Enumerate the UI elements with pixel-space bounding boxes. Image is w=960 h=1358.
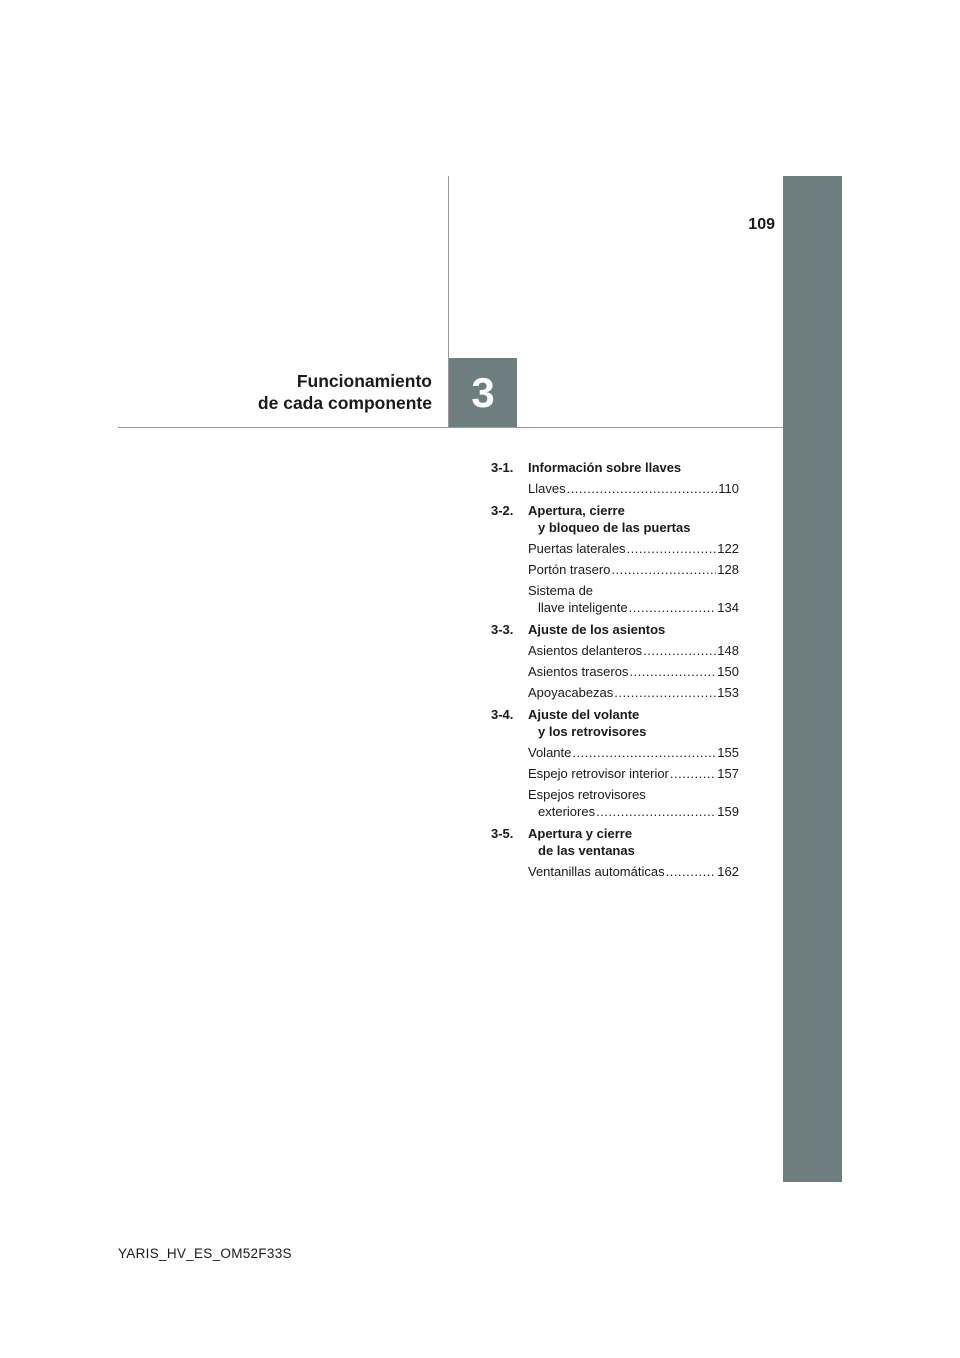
section-number: 3-2. bbox=[491, 503, 514, 518]
entry-row bbox=[528, 863, 739, 880]
entry-label: Asientos traseros bbox=[528, 664, 629, 679]
entry-row bbox=[528, 480, 739, 497]
entry-row bbox=[528, 765, 739, 782]
entry-label: Portón trasero bbox=[528, 562, 611, 577]
toc-entry[interactable] bbox=[491, 582, 739, 616]
entry-page-number: 122 bbox=[717, 541, 739, 556]
entry-page-number: 159 bbox=[717, 804, 739, 819]
leader-dots bbox=[614, 684, 716, 701]
entry-label: Asientos delanteros bbox=[528, 643, 643, 658]
section-title: Información sobre llaves bbox=[528, 460, 682, 475]
chapter-side-band bbox=[783, 176, 842, 1182]
table-of-contents bbox=[491, 459, 739, 880]
entry-title-line: Espejos retrovisores bbox=[528, 787, 646, 802]
leader-dots bbox=[627, 540, 717, 557]
toc-entry[interactable] bbox=[491, 765, 739, 782]
toc-entry[interactable] bbox=[491, 480, 739, 497]
leader-dots bbox=[611, 561, 716, 578]
entry-row bbox=[528, 744, 739, 761]
entry-label: Apoyacabezas bbox=[528, 685, 614, 700]
section-title: de las ventanas bbox=[538, 843, 635, 858]
leader-dots bbox=[596, 803, 716, 820]
toc-entry[interactable] bbox=[491, 561, 739, 578]
entry-page-number: 128 bbox=[717, 562, 739, 577]
entry-page-number: 148 bbox=[717, 643, 739, 658]
chapter-number-box bbox=[449, 358, 517, 427]
section-title: y bloqueo de las puertas bbox=[538, 520, 691, 535]
section-title: Apertura y cierre bbox=[528, 826, 633, 841]
entry-label: Llaves bbox=[528, 481, 566, 496]
chapter-title-line2: de cada componente bbox=[257, 393, 432, 413]
entry-page-number: 150 bbox=[717, 664, 739, 679]
entry-row bbox=[528, 803, 739, 820]
section-title: Ajuste de los asientos bbox=[528, 622, 666, 637]
toc-entry[interactable] bbox=[491, 744, 739, 761]
entry-page-number: 153 bbox=[717, 685, 739, 700]
document-code: YARIS_HV_ES_OM52F33S bbox=[118, 1246, 292, 1261]
leader-dots bbox=[567, 480, 718, 497]
leader-dots bbox=[629, 599, 717, 616]
section-number: 3-5. bbox=[491, 826, 514, 841]
entry-row bbox=[528, 642, 739, 659]
section-number: 3-3. bbox=[491, 622, 514, 637]
toc-section bbox=[491, 706, 739, 740]
entry-row bbox=[528, 561, 739, 578]
toc-entry[interactable] bbox=[491, 786, 739, 820]
entry-row bbox=[528, 540, 739, 557]
entry-label: Ventanillas automáticas bbox=[528, 864, 665, 879]
entry-page-number: 134 bbox=[717, 600, 739, 615]
toc-section bbox=[491, 621, 739, 638]
leader-dots bbox=[629, 663, 716, 680]
entry-label: Puertas laterales bbox=[528, 541, 626, 556]
entry-page-number: 162 bbox=[717, 864, 739, 879]
chapter-title-line1: Funcionamiento bbox=[296, 371, 432, 391]
section-number: 3-1. bbox=[491, 460, 514, 475]
entry-label: exteriores bbox=[538, 804, 596, 819]
section-title: y los retrovisores bbox=[538, 724, 647, 739]
toc-section bbox=[491, 825, 739, 859]
entry-row bbox=[528, 684, 739, 701]
entry-page-number: 110 bbox=[718, 481, 739, 496]
leader-dots bbox=[572, 744, 716, 761]
page-number: 109 bbox=[748, 216, 775, 233]
entry-title-line: Sistema de bbox=[528, 583, 594, 598]
leader-dots bbox=[643, 642, 716, 659]
toc-entry[interactable] bbox=[491, 663, 739, 680]
chapter-number: 3 bbox=[471, 368, 495, 416]
section-title: Apertura, cierre bbox=[528, 503, 625, 518]
leader-dots bbox=[670, 765, 716, 782]
entry-label: llave inteligente bbox=[538, 600, 628, 615]
toc-entry[interactable] bbox=[491, 684, 739, 701]
entry-label: Espejo retrovisor interior bbox=[528, 766, 669, 781]
leader-dots bbox=[666, 863, 717, 880]
section-number: 3-4. bbox=[491, 707, 514, 722]
toc-entry[interactable] bbox=[491, 540, 739, 557]
toc-section bbox=[491, 459, 739, 476]
entry-label: Volante bbox=[528, 745, 572, 760]
entry-row bbox=[528, 663, 739, 680]
entry-page-number: 157 bbox=[717, 766, 739, 781]
entry-page-number: 155 bbox=[717, 745, 739, 760]
entry-row bbox=[528, 599, 739, 616]
toc-entry[interactable] bbox=[491, 863, 739, 880]
horizontal-rule bbox=[118, 427, 783, 428]
toc-section bbox=[491, 502, 739, 536]
toc-entry[interactable] bbox=[491, 642, 739, 659]
section-title: Ajuste del volante bbox=[528, 707, 640, 722]
chapter-title bbox=[200, 370, 432, 414]
